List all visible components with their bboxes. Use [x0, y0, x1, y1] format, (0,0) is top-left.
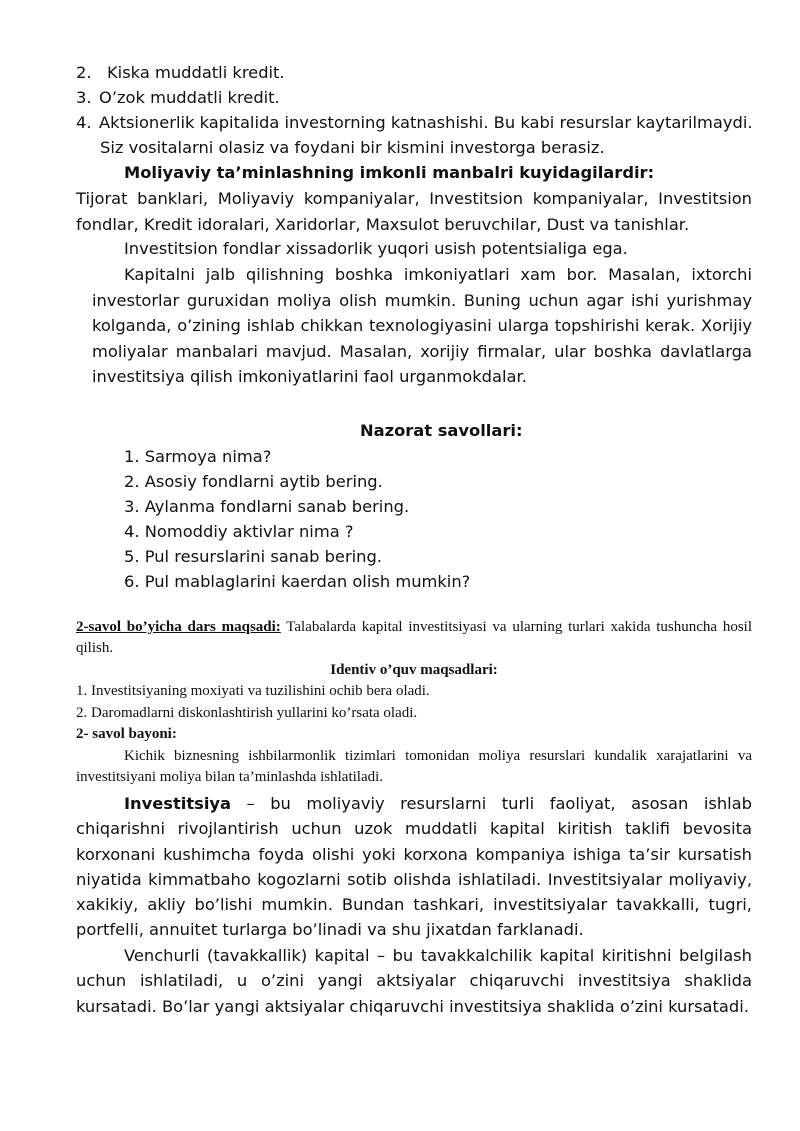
question-item: 3. Aylanma fondlarni sanab bering.: [124, 497, 410, 516]
list-item: [76, 110, 753, 136]
bayoni-text: Kichik biznesning ishbilarmonlik tizimlari tomonidan moliya resurslari kundalik xarajatlarini va investitsiyani moliya bilan ta’minlashda ishlatiladi.: [76, 748, 752, 785]
question-item: 5. Pul resurslarini sanab bering.: [124, 547, 382, 566]
list-number: 3.: [76, 88, 92, 107]
lesson-goal: [76, 617, 752, 659]
investitsiya-definition: – bu moliyaviy resurslarni turli faoliyat, asosan ishlab chiqarishni rivojlantirish uchun uzok muddatli kapital kiritish taklifi bevosita korxonani kushimcha foyda olishi yoki korxona kompaniya ishiga ta’sir kursatish niyatida kimmatbaho kogozlarni sotib olishda ishlatiladi. Investitsiyalar moliyaviy, xakikiy, akliy bo’lishi mumkin. Bundan tashkari, investitsiyalar tavakkalli, tugri, portfelli, annuitet turlarga bo’linadi va shu jixatdan farklanadi.: [76, 794, 752, 940]
bayoni-heading: 2- savol bayoni:: [76, 726, 177, 742]
list-item: [76, 85, 280, 111]
list-number: 4.: [76, 113, 92, 132]
lesson-goal-text: Talabalarda kapital investitsiyasi va ularning turlari xakida tushuncha hosil qilish.: [76, 619, 752, 656]
paragraph-sources: Tijorat banklari, Moliyaviy kompaniyalar, Investitsion kompaniyalar, Investitsion fondlar, Kredit idoralari, Xaridorlar, Maxsulot beruvchilar, Dust va tanishlar.: [76, 189, 752, 234]
list-item: [76, 60, 285, 86]
question-item: 6. Pul mablaglarini kaerdan olish mumkin?: [124, 572, 471, 591]
question-item: 2. Asosiy fondlarni aytib bering.: [124, 472, 383, 491]
paragraph-capital: Kapitalni jalb qilishning boshka imkoniyatlari xam bor. Masalan, ixtorchi investorlar guruxidan moliya olish mumkin. Buning uchun agar ishi yurishmay kolganda, o’zining ishlab chikkan texnologiyasini ularga topshirishi kerak. Xorijiy moliyalar manbalari mavjud. Masalan, xorijiy firmalar, ular boshka davlatlarga investitsiya qilish imkoniyatlarini faol urganmokdalar.: [92, 265, 752, 386]
ident-heading: Identiv o’quv maqsadlari:: [330, 662, 498, 678]
list-text: Aktsionerlik kapitalida investorning katnashishi. Bu kabi resurslar kaytarilmaydi.: [99, 113, 753, 132]
list-item-continuation: Siz vositalarni olasiz va foydani bir kismini investorga berasiz.: [100, 138, 605, 157]
section-heading: Moliyaviy ta’minlashning imkonli manbalri kuyidagilardir:: [124, 163, 655, 182]
control-heading: Nazorat savollari:: [360, 421, 523, 440]
lesson-goal-label: 2-savol bo’yicha dars maqsadi:: [76, 619, 281, 635]
paragraph-funds: Investitsion fondlar xissadorlik yuqori usish potentsialiga ega.: [124, 239, 628, 258]
term-investitsiya: Investitsiya: [124, 794, 232, 813]
paragraph-investitsiya: [76, 791, 752, 943]
list-text: Kiska muddatli kredit.: [107, 63, 285, 82]
paragraph-venture: Venchurli (tavakkallik) kapital – bu tavakkalchilik kapital kiritishni belgilash uchun ishlatiladi, u o’zini yangi aktsiyalar chiqaruvchi investitsiya shaklida kursatadi. Bo’lar yangi aktsiyalar chiqaruvchi investitsiya shaklida o’zini kursatadi.: [76, 946, 752, 1016]
list-text: O’zok muddatli kredit.: [99, 88, 280, 107]
question-item: 4. Nomoddiy aktivlar nima ?: [124, 522, 354, 541]
list-number: 2.: [76, 63, 92, 82]
ident-item: 1. Investitsiyaning moxiyati va tuzilishini ochib bera oladi.: [76, 683, 430, 699]
ident-item: 2. Daromadlarni diskonlashtirish yullarini ko’rsata oladi.: [76, 705, 418, 721]
question-item: 1. Sarmoya nima?: [124, 447, 272, 466]
